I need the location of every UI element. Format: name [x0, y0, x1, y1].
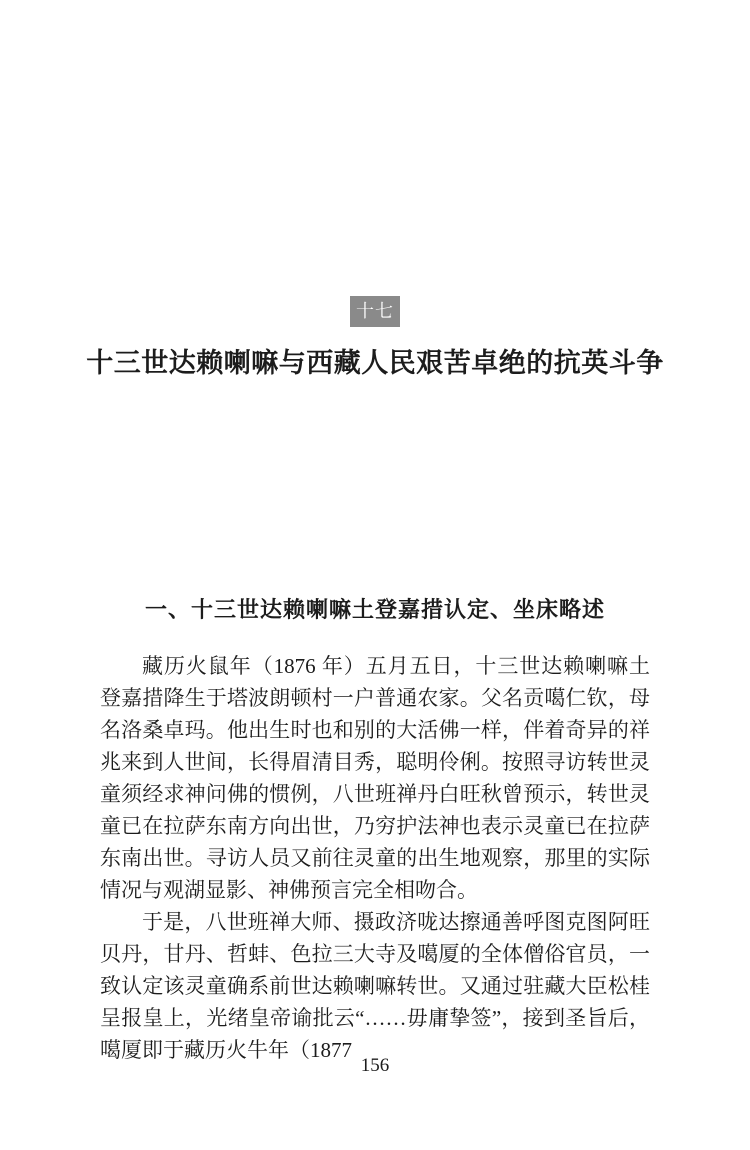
chapter-title: 十三世达赖喇嘛与西藏人民艰苦卓绝的抗英斗争: [86, 348, 664, 378]
section-heading: 一、十三世达赖喇嘛土登嘉措认定、坐床略述: [144, 597, 605, 622]
page-number: 156: [360, 1055, 390, 1076]
paragraph-2: 于是，八世班禅大师、摄政济咙达擦通善呼图克图阿旺贝丹，甘丹、哲蚌、色拉三大寺及噶厦的全体僧俗官员，一致认定该灵童确系前世达赖喇嘛转世。又通过驻藏大臣松桂呈报皇上，光绪皇帝谕批云“……毋庸挚签”，接到圣旨后，噶厦即于藏历火牛年（1877: [100, 910, 650, 1062]
body-text: [100, 650, 650, 1066]
paragraph-1: 藏历火鼠年（1876 年）五月五日，十三世达赖喇嘛土登嘉措降生于塔波朗顿村一户普通农家。父名贡噶仁钦，母名洛桑卓玛。他出生时也和别的大活佛一样，伴着奇异的祥兆来到人世间，长得眉清目秀，聪明伶俐。按照寻访转世灵童须经求神问佛的惯例，八世班禅丹白旺秋曾预示，转世灵童已在拉萨东南方向出世，乃穷护法神也表示灵童已在拉萨东南出世。寻访人员又前往灵童的出生地观察，那里的实际情况与观湖显影、神佛预言完全相吻合。: [100, 654, 650, 902]
chapter-number-badge: 十七: [350, 296, 400, 327]
